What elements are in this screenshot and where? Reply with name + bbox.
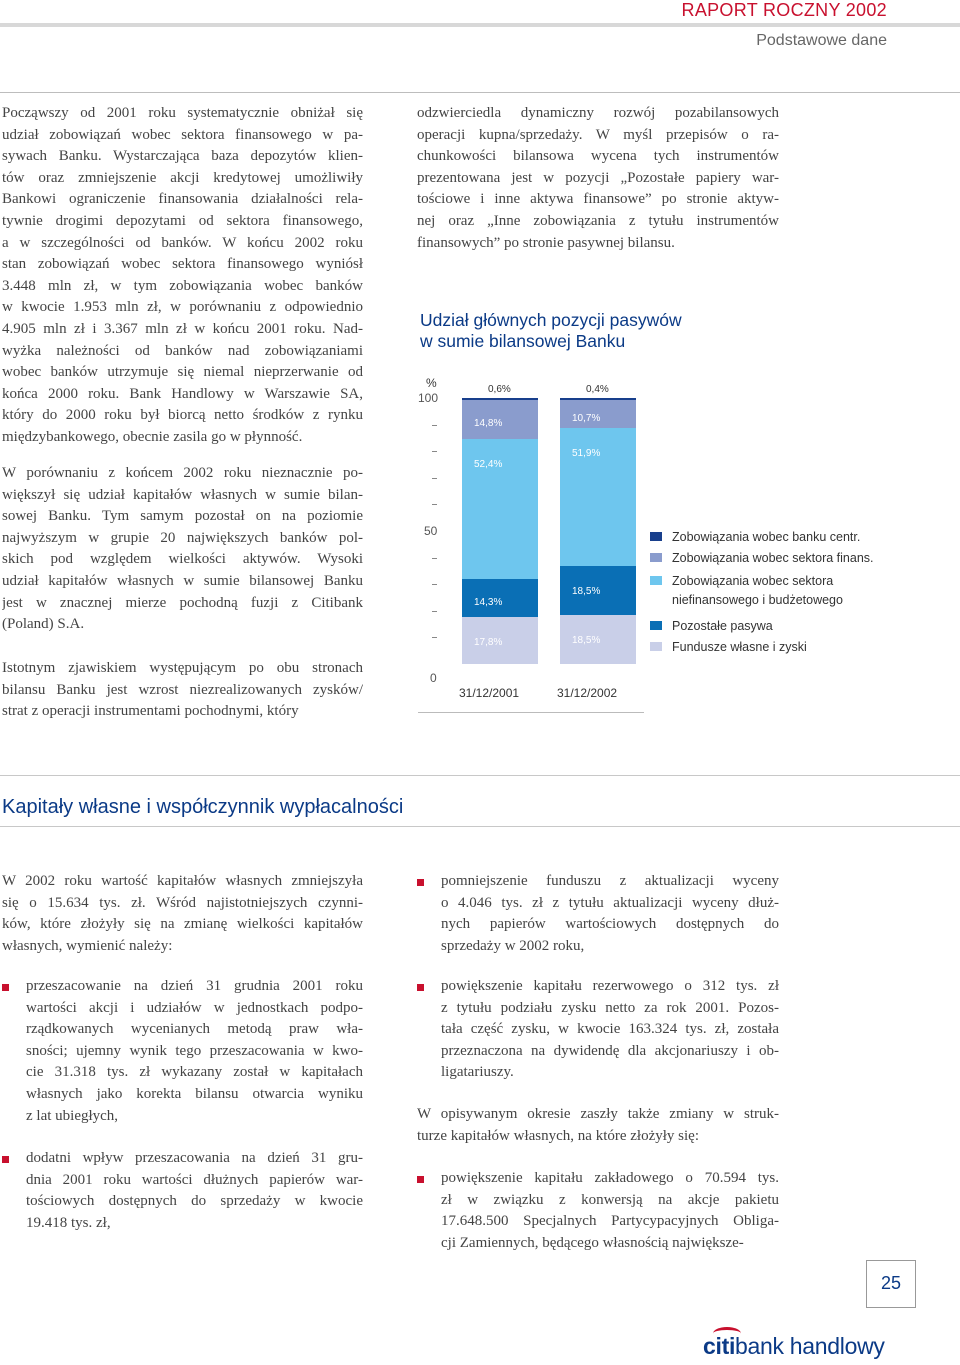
x-axis-line bbox=[418, 712, 644, 713]
paragraph-equity-share bbox=[2, 463, 363, 636]
text-line: prezentowana jest w pozycji „Pozostałe papiery war- bbox=[417, 169, 779, 186]
data-label: 14,8% bbox=[474, 418, 503, 430]
bar-segment bbox=[560, 398, 636, 400]
data-label: 18,5% bbox=[572, 585, 601, 597]
y-axis-label: % bbox=[426, 376, 437, 390]
text-line: końca 2000 roku. Bank Handlowy w Warszawie SA, bbox=[2, 385, 363, 402]
legend-label-line: niefinansowego i budżetowego bbox=[672, 593, 843, 607]
section-subtitle: Podstawowe dane bbox=[756, 32, 887, 49]
data-label: 51,9% bbox=[572, 447, 601, 459]
text-line: sywach Banku. Wystarczająca baza depozytów klien- bbox=[2, 148, 363, 165]
text-line: dnia 2001 roku wartości dłużnych papierów war- bbox=[26, 1171, 363, 1188]
text-line: 17.648.500 Specjalnych Partycypacyjnych Obliga- bbox=[441, 1213, 779, 1230]
text-line: sności; ujemny wynik tego przeszacowania w kwo- bbox=[26, 1042, 363, 1059]
text-line: dodatni wpływ przeszacowania na dzień 31 gru- bbox=[26, 1150, 363, 1166]
chart-title bbox=[420, 310, 840, 352]
chart-title-line: w sumie bilansowej Banku bbox=[420, 331, 626, 351]
text-line: pomniejszenie funduszu z aktualizacji wyceny bbox=[441, 873, 779, 889]
bullet-text bbox=[441, 871, 779, 957]
bullet-square-icon bbox=[2, 984, 9, 991]
text-line: cie 31.318 tys. zł wykazany został w kapitałach bbox=[26, 1064, 363, 1081]
header-divider bbox=[0, 92, 960, 93]
legend-swatch bbox=[650, 621, 662, 630]
bullet-text bbox=[441, 976, 779, 1084]
text-line: który do 2000 roku był biorcą netto środków z rynku bbox=[2, 407, 363, 424]
paragraph-structure-changes bbox=[417, 1104, 779, 1147]
text-line: tywnie drogimi depozytami od sektora finansowego, bbox=[2, 212, 363, 229]
legend-label-line: Zobowiązania wobec banku centr. bbox=[672, 530, 861, 544]
text-line: międzybankowego, obecnie zasila go w płynność. bbox=[2, 428, 303, 445]
x-category-label: 31/12/2002 bbox=[557, 686, 618, 700]
text-line: odzwierciedla dynamiczny rozwój pozabilansowych bbox=[417, 105, 779, 121]
paragraph-offbalance bbox=[417, 103, 779, 254]
text-line: sowej Banku. Tym samym pozostał on na poziomie bbox=[2, 508, 363, 525]
bullet-text bbox=[26, 1148, 363, 1234]
citi-handlowy-logo bbox=[703, 1333, 885, 1360]
text-line: w kwocie 1.953 mln zł, w porównaniu z odpowiednio bbox=[2, 299, 363, 316]
y-minor-tick bbox=[432, 478, 437, 479]
text-line: turze kapitałów własnych, na które złożyły się: bbox=[417, 1127, 699, 1144]
logo-bank-handlowy: bank handlowy bbox=[735, 1333, 885, 1359]
text-line: zł w związku z konwersją na akcje pakietu bbox=[441, 1191, 779, 1208]
text-line: własnych jako korekta bilansu otwarcia wyniku bbox=[26, 1085, 363, 1102]
citi-arc-icon bbox=[713, 1327, 741, 1340]
bar-segment bbox=[462, 398, 538, 400]
data-label: 14,3% bbox=[474, 596, 503, 608]
text-line: wartości akcji i udziałów w jednostkach podpo- bbox=[26, 999, 363, 1016]
chart-title-line: Udział głównych pozycji pasywów bbox=[420, 310, 682, 330]
text-line: 3.448 mln zł, w tym zobowiązania wobec banków bbox=[2, 277, 363, 294]
y-minor-tick bbox=[432, 558, 437, 559]
section-divider-bottom bbox=[0, 826, 960, 827]
page-header bbox=[0, 0, 960, 95]
text-line: ków, które złożyły się na zmianę wielkości kapitałów bbox=[2, 916, 363, 933]
text-line: najwyższym w grupie 20 największych banków pol- bbox=[2, 529, 363, 546]
y-minor-tick bbox=[432, 425, 437, 426]
data-label: 52,4% bbox=[474, 459, 503, 471]
text-line: własnych, wymienić należy: bbox=[2, 937, 173, 954]
text-line: udział kapitałów własnych w sumie bilansowej Banku bbox=[2, 572, 363, 589]
text-line: powiększenie kapitału zakładowego o 70.594 tys. bbox=[441, 1170, 779, 1186]
legend-swatch bbox=[650, 642, 662, 651]
text-line: nej oraz „Inne zobowiązania z tytułu instrumentów bbox=[417, 212, 779, 229]
data-label: 18,5% bbox=[572, 634, 601, 646]
text-line: W 2002 roku wartość kapitałów własnych zmniejszyła bbox=[2, 873, 363, 889]
y-tick-label: 100 bbox=[418, 391, 439, 405]
text-line: W opisywanym okresie zaszły także zmiany w struk- bbox=[417, 1106, 779, 1122]
text-line: strat z operacji instrumentami pochodnymi, który bbox=[2, 703, 299, 720]
text-line: rządkowanych wycenianych metodą praw wła- bbox=[26, 1021, 363, 1038]
text-line: Istotnym zjawiskiem występującym po obu stronach bbox=[2, 660, 363, 676]
text-line: (Poland) S.A. bbox=[2, 616, 85, 633]
legend-swatch bbox=[650, 576, 662, 585]
text-line: tów oraz zmniejszenie akcji kredytowej umożliwiły bbox=[2, 169, 363, 186]
report-title: RAPORT ROCZNY 2002 bbox=[681, 0, 887, 20]
data-label: 10,7% bbox=[572, 413, 601, 425]
text-line: z lat ubiegłych, bbox=[26, 1107, 119, 1124]
section-title: Kapitały własne i współczynnik wypłacalności bbox=[2, 796, 404, 818]
bullet-text bbox=[441, 1168, 779, 1254]
legend-swatch bbox=[650, 532, 662, 541]
text-line: wyżka należności od banków nad zobowiązaniami bbox=[2, 342, 363, 359]
text-line: przeszacowanie na dzień 31 grudnia 2001 roku bbox=[26, 978, 363, 994]
legend-label bbox=[672, 617, 773, 636]
text-line: cji Zamiennych, będącego własnością największe- bbox=[441, 1234, 744, 1251]
text-line: o 4.046 tys. zł z tytułu aktualizacji wyceny dłuż- bbox=[441, 894, 779, 911]
data-label: 0,6% bbox=[488, 384, 511, 396]
paragraph-derivatives bbox=[2, 658, 363, 723]
text-line: W porównaniu z końcem 2002 roku nieznacznie po- bbox=[2, 465, 363, 481]
y-minor-tick bbox=[432, 637, 437, 638]
text-line: sprzedaży w 2002 roku, bbox=[441, 937, 585, 954]
text-line: tała część zysku, w kwocie 163.324 tys. zł, została bbox=[441, 1021, 779, 1038]
y-minor-tick bbox=[432, 584, 437, 585]
logo-citi: citi bbox=[703, 1333, 736, 1359]
legend-label bbox=[672, 549, 874, 568]
legend-swatch bbox=[650, 553, 662, 562]
bullet-square-icon bbox=[417, 879, 424, 886]
text-line: a w szczególności od banków. W końcu 2002 roku bbox=[2, 234, 363, 251]
text-line: chunkowości bilansowa wycena tych instrumentów bbox=[417, 148, 779, 165]
legend-label bbox=[672, 572, 843, 610]
text-line: tościowe i inne aktywa finansowe” po stronie aktyw- bbox=[417, 191, 779, 208]
y-minor-tick bbox=[432, 504, 437, 505]
text-line: ligatariuszy. bbox=[441, 1064, 514, 1081]
text-line: udział zobowiązań wobec sektora finansowego w pa- bbox=[2, 126, 363, 143]
text-line: Bankowi ograniczenie finansowania działalności rela- bbox=[2, 191, 363, 208]
text-line: większył się udział kapitałów własnych w sumie bilan- bbox=[2, 486, 363, 503]
text-line: z tytułu podziału zysku netto za rok 2001. Pozos- bbox=[441, 999, 779, 1016]
text-line: bilansu Banku jest wzrost niezrealizowanych zysków/ bbox=[2, 681, 363, 698]
legend-label-line: Zobowiązania wobec sektora bbox=[672, 574, 834, 588]
paragraph-liabilities-financial-sector bbox=[2, 103, 363, 449]
text-line: Począwszy od 2001 roku systematycznie obniżał się bbox=[2, 105, 363, 121]
text-line: operacji kupna/sprzedaży. W myśl przepisów o ra- bbox=[417, 126, 779, 143]
page-number: 25 bbox=[880, 1273, 902, 1293]
text-line: 19.418 tys. zł, bbox=[26, 1214, 111, 1231]
legend-label-line: Fundusze własne i zyski bbox=[672, 640, 807, 654]
legend-label bbox=[672, 528, 860, 547]
text-line: 4.905 mln zł i 3.367 mln zł w końcu 2001 roku. Nad- bbox=[2, 320, 363, 337]
legend-label bbox=[672, 638, 807, 657]
text-line: się o 15.634 tys. zł. Wśród najistotniejszych czynni- bbox=[2, 894, 363, 911]
page-number-box bbox=[866, 1260, 916, 1308]
x-category-label: 31/12/2001 bbox=[459, 686, 520, 700]
bullet-text bbox=[26, 976, 363, 1127]
paragraph-equity-intro bbox=[2, 871, 363, 957]
text-line: nych papierów wartościowych dostępnych do bbox=[441, 916, 779, 933]
text-line: tościowych dostępnych do sprzedaży w kwocie bbox=[26, 1193, 363, 1210]
data-label: 17,8% bbox=[474, 636, 503, 648]
text-line: stan zobowiązań wobec sektora finansowego wyniósł bbox=[2, 256, 363, 273]
section-divider-top bbox=[0, 775, 960, 776]
text-line: finansowych” po stronie pasywnej bilansu. bbox=[417, 234, 675, 251]
bullet-square-icon bbox=[417, 1176, 424, 1183]
bullet-square-icon bbox=[2, 1156, 9, 1163]
legend-label-line: Pozostałe pasywa bbox=[672, 619, 773, 633]
bullet-square-icon bbox=[417, 984, 424, 991]
text-line: przeznaczona na dywidendę dla akcjonariuszy i ob- bbox=[441, 1042, 779, 1059]
header-bar bbox=[0, 23, 960, 27]
data-label: 0,4% bbox=[586, 384, 609, 395]
y-tick-label: 50 bbox=[424, 524, 438, 538]
legend-label-line: Zobowiązania wobec sektora finans. bbox=[672, 551, 874, 565]
text-line: jest w znacznej mierze pochodną fuzji z Citibank bbox=[2, 594, 363, 611]
text-line: wobec banków utrzymuje się niemal nieprzerwanie od bbox=[2, 364, 363, 381]
y-tick-label: 0 bbox=[430, 671, 437, 685]
y-minor-tick bbox=[432, 451, 437, 452]
y-minor-tick bbox=[432, 611, 437, 612]
text-line: powiększenie kapitału rezerwowego o 312 tys. zł bbox=[441, 978, 779, 994]
text-line: skich pod względem wielkości aktywów. Wysoki bbox=[2, 551, 363, 568]
